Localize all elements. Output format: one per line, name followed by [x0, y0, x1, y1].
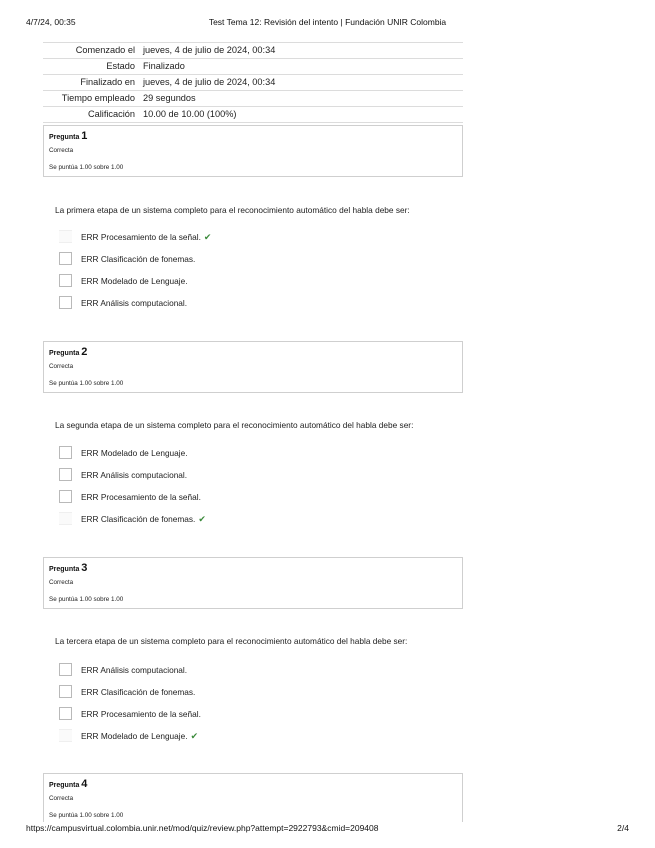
- radio-unselected[interactable]: [59, 296, 72, 309]
- question-number: Pregunta 4: [49, 778, 88, 790]
- question-number: Pregunta 2: [49, 346, 88, 358]
- summary-value: Finalizado: [139, 59, 463, 75]
- question-number: Pregunta 1: [49, 130, 88, 142]
- check-icon: ✔: [203, 232, 212, 242]
- question-3-info: [43, 557, 463, 609]
- summary-row: [43, 59, 463, 75]
- check-icon: ✔: [198, 514, 206, 524]
- summary-label: Finalizado en: [43, 75, 139, 91]
- summary-label: Comenzado el: [43, 43, 139, 59]
- question-grade: Se puntúa 1.00 sobre 1.00: [49, 380, 124, 387]
- print-header: [26, 17, 629, 29]
- question-state: Correcta: [49, 795, 74, 802]
- question-4-info: [43, 773, 463, 822]
- summary-label: Estado: [43, 59, 139, 75]
- summary-row: [43, 43, 463, 59]
- radio-unselected[interactable]: [59, 707, 72, 720]
- radio-selected[interactable]: [59, 230, 72, 243]
- radio-unselected[interactable]: [59, 468, 72, 481]
- question-2-info: [43, 341, 463, 393]
- question-state: Correcta: [49, 579, 74, 586]
- summary-value: jueves, 4 de julio de 2024, 00:34: [139, 75, 463, 91]
- radio-selected[interactable]: [59, 729, 72, 742]
- print-title: Test Tema 12: Revisión del intento | Fundación UNIR Colombia: [208, 17, 447, 27]
- attempt-summary: [43, 42, 463, 123]
- question-3-text: La tercera etapa de un sistema completo para el reconocimiento automático del habla debe ser:: [55, 636, 408, 646]
- summary-value: jueves, 4 de julio de 2024, 00:34: [139, 43, 463, 59]
- radio-unselected[interactable]: [59, 446, 72, 459]
- radio-unselected[interactable]: [59, 663, 72, 676]
- print-page-number: 2/4: [617, 823, 629, 833]
- summary-row: [43, 75, 463, 91]
- summary-row: [43, 107, 463, 123]
- question-grade: Se puntúa 1.00 sobre 1.00: [49, 164, 124, 171]
- radio-selected[interactable]: [59, 512, 72, 525]
- radio-unselected[interactable]: [59, 490, 72, 503]
- question-number: Pregunta 3: [49, 562, 88, 574]
- question-1-text: La primera etapa de un sistema completo para el reconocimiento automático del habla debe ser:: [55, 205, 410, 215]
- summary-value: 10.00 de 10.00 (100%): [139, 107, 463, 123]
- radio-unselected[interactable]: [59, 274, 72, 287]
- radio-unselected[interactable]: [59, 252, 72, 265]
- question-1-info: [43, 125, 463, 177]
- question-state: Correcta: [49, 363, 74, 370]
- print-footer: [26, 823, 629, 835]
- print-url: https://campusvirtual.colombia.unir.net/mod/quiz/review.php?attempt=2922793&cmid=209408: [26, 823, 379, 833]
- radio-unselected[interactable]: [59, 685, 72, 698]
- question-grade: Se puntúa 1.00 sobre 1.00: [49, 596, 124, 603]
- summary-value: 29 segundos: [139, 91, 463, 107]
- check-icon: ✔: [190, 731, 199, 741]
- print-date: 4/7/24, 00:35: [26, 17, 76, 27]
- question-2-text: La segunda etapa de un sistema completo para el reconocimiento automático del habla debe ser:: [55, 420, 414, 430]
- summary-label: Tiempo empleado: [43, 91, 139, 107]
- question-grade: Se puntúa 1.00 sobre 1.00: [49, 812, 124, 819]
- summary-label: Calificación: [43, 107, 139, 123]
- summary-row: [43, 91, 463, 107]
- question-state: Correcta: [49, 147, 74, 154]
